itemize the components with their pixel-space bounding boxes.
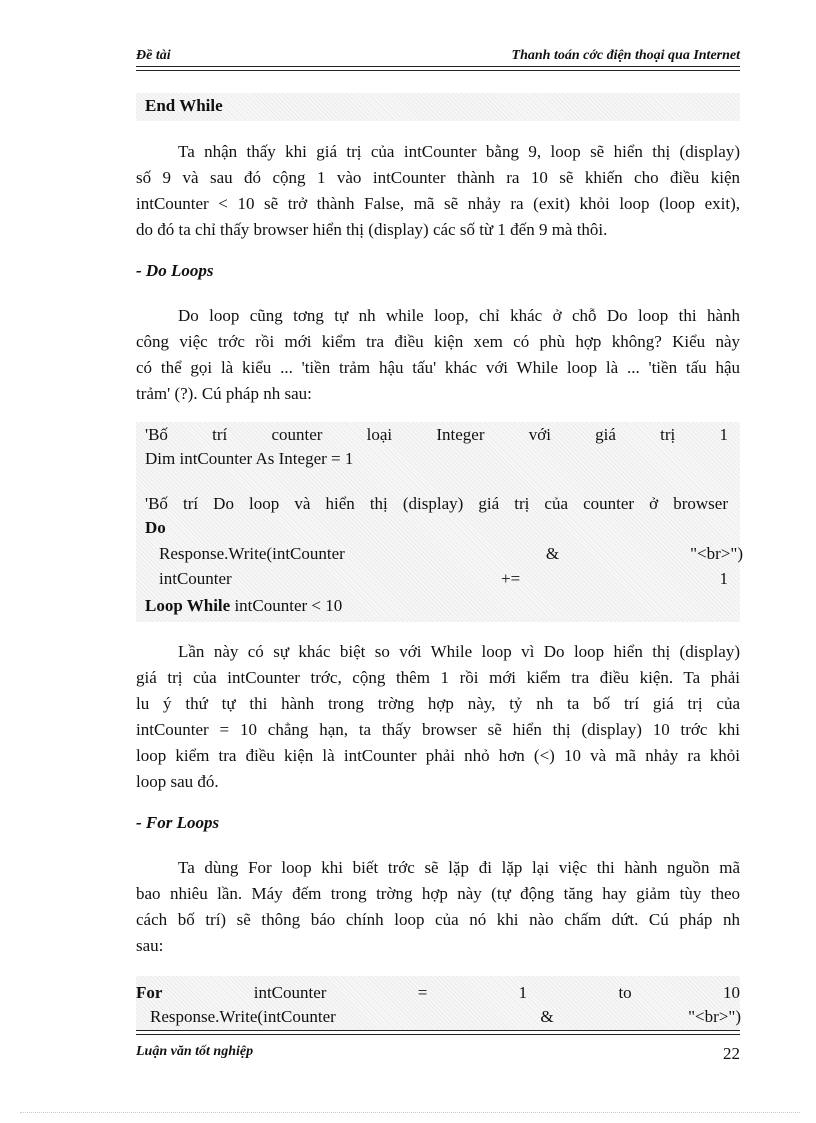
paragraph-1-line: intCounter < 10 sẽ trở thành False, mã sẽ nhảy ra (exit) khỏi loop (loop exit),	[136, 194, 740, 213]
code-line-comment-2: 'Bố trí Do loop và hiển thị (display) giá trị của counter ở browser	[145, 494, 728, 513]
paragraph-2-line: công việc trớc rồi mới kiểm tra điều kiện xem có phù hợp không? Kiểu này	[136, 332, 740, 351]
paragraph-1-line: do đó ta chỉ thấy browser hiển thị (display) các số từ 1 đến 9 mà thôi.	[136, 220, 608, 239]
footer-left: Luận văn tốt nghiệp	[136, 1044, 254, 1059]
page-header	[136, 46, 740, 66]
paragraph-3-line: lu ý thứ tự thi hành trong trờng hợp này, tỷ nh ta bố trí giá trị của	[136, 694, 740, 713]
heading-do-loops: - Do Loops	[136, 261, 214, 280]
header-rule	[136, 66, 740, 71]
paragraph-1-line: Ta nhận thấy khi giá trị của intCounter bằng 9, loop sẽ hiển thị (display)	[178, 142, 740, 161]
paragraph-3-line: loop kiểm tra điều kiện là intCounter phải nhỏ hơn (<) 10 và mã nhảy ra khỏi	[136, 746, 740, 765]
code-line-increment: intCounter += 1	[159, 569, 728, 588]
paragraph-2-line: trảm' (?). Cú pháp nh sau:	[136, 384, 312, 403]
heading-for-loops: - For Loops	[136, 813, 220, 832]
paragraph-3-line: Lần này có sự khác biệt so với While loop vì Do loop hiển thị (display)	[178, 642, 740, 661]
paragraph-3-line: giá trị của intCounter trớc, cộng thêm 1 rồi mới kiểm tra điều kiện. Ta phải	[136, 668, 740, 687]
paragraph-2-line: có thể gọi là kiểu ... 'tiền trảm hậu tấu' khác với While loop là ... 'tiền tấu hậu	[136, 358, 740, 377]
footer-rule	[136, 1030, 740, 1035]
code-line-for: For intCounter = 1 to 10	[136, 983, 740, 1002]
header-left: Đề tài	[136, 48, 171, 63]
paragraph-3-line: loop sau đó.	[136, 772, 219, 791]
paragraph-4-line: cách bố trí) sẽ thông báo chính loop của nó khi nào chấm dứt. Cú pháp nh	[136, 910, 740, 929]
code-line-loop-while: Loop While intCounter < 10	[145, 596, 343, 615]
code-line-dim: Dim intCounter As Integer = 1	[145, 449, 354, 468]
page-number: 22	[723, 1044, 740, 1063]
code-line-comment-1: 'Bố trí counter loại Integer với giá trị 1	[145, 425, 728, 444]
code-line-for-write: Response.Write(intCounter & "<br>")	[150, 1007, 741, 1026]
paragraph-1-line: số 9 và sau đó cộng 1 vào intCounter thành ra 10 sẽ khiến cho điều kiện	[136, 168, 740, 187]
paragraph-4-line: Ta dùng For loop khi biết trớc sẽ lặp đi lặp lại việc thi hành nguồn mã	[178, 858, 740, 877]
paragraph-4-line: bao nhiêu lần. Máy đếm trong trờng hợp này (tự động tăng hay giảm tùy theo	[136, 884, 740, 903]
paragraph-3-line: intCounter = 10 chẳng hạn, ta thấy browser sẽ hiển thị (display) 10 trớc khi	[136, 720, 740, 739]
code-keyword-do: Do	[145, 518, 166, 537]
code-line-end-while: End While	[145, 96, 223, 115]
paragraph-2-line: Do loop cũng tơng tự nh while loop, chỉ khác ở chỗ Do loop thi hành	[178, 306, 740, 325]
paragraph-4-line: sau:	[136, 936, 164, 955]
code-line-write: Response.Write(intCounter & "<br>")	[159, 544, 743, 563]
header-right: Thanh toán cớc điện thoại qua Internet	[511, 48, 740, 63]
page-bottom-dotted-border	[20, 1112, 800, 1113]
code-block-end-while	[136, 93, 740, 121]
